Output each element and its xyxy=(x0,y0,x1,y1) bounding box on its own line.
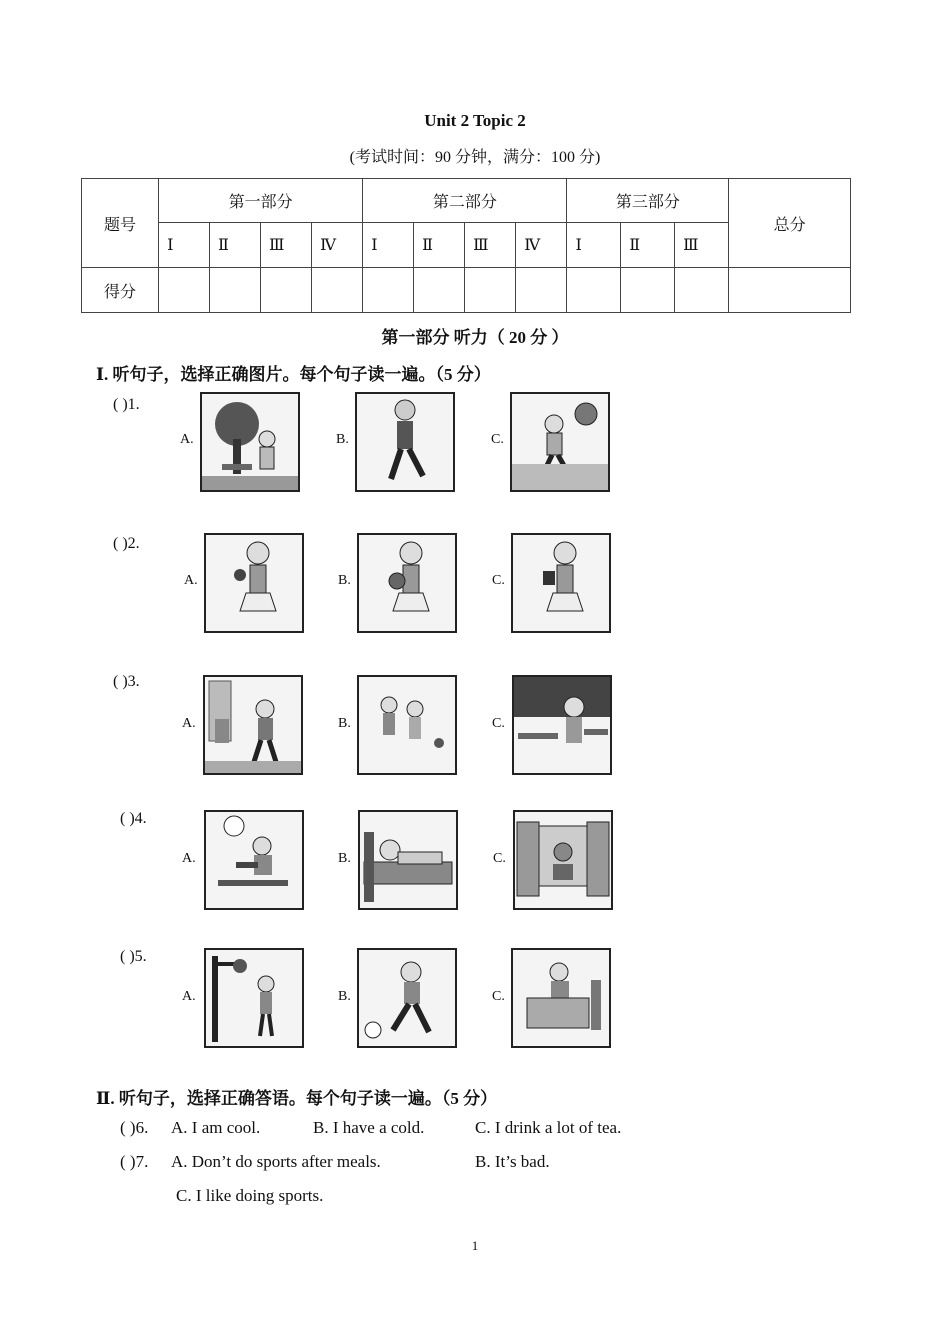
score-cell xyxy=(567,268,621,313)
part-3-header: 第三部分 xyxy=(567,179,729,223)
boy-writing-at-desk-icon[interactable] xyxy=(511,948,611,1048)
girl-holding-apple-icon[interactable] xyxy=(204,533,304,633)
total-header: 总分 xyxy=(729,179,851,268)
p2-sub-2: Ⅱ xyxy=(414,223,465,268)
q2-option-a-label: A. xyxy=(184,573,198,588)
question-3-number: ( )3. xyxy=(113,673,140,690)
question-7-option-a: A. Don’t do sports after meals. xyxy=(171,1152,381,1171)
p2-sub-4: Ⅳ xyxy=(516,223,567,268)
q5-option-a-label: A. xyxy=(182,989,196,1004)
question-7-option-c: C. I like doing sports. xyxy=(176,1186,324,1205)
score-cell xyxy=(729,268,851,313)
q4-option-a-label: A. xyxy=(182,851,196,866)
girl-holding-ball-icon[interactable] xyxy=(357,533,457,633)
q4-option-c-label: C. xyxy=(493,851,506,866)
boy-playing-football-icon[interactable] xyxy=(357,948,457,1048)
question-7-number: ( )7. xyxy=(120,1152,149,1171)
boy-playing-basketball-icon[interactable] xyxy=(204,948,304,1048)
page-number: 1 xyxy=(471,1238,479,1253)
score-cell xyxy=(363,268,414,313)
score-cell xyxy=(414,268,465,313)
score-table xyxy=(81,178,851,313)
row-label-score: 得分 xyxy=(82,268,159,313)
q5-option-b-label: B. xyxy=(338,989,351,1004)
score-cell xyxy=(621,268,675,313)
part-1-heading: Ⅰ. 听句子，选择正确图片。每个句子读一遍。（5 分） xyxy=(96,365,491,384)
part-1-header: 第一部分 xyxy=(159,179,363,223)
boy-walking-street-icon[interactable] xyxy=(203,675,303,775)
q1-option-a-label: A. xyxy=(180,432,194,447)
exam-info: (考试时间：90 分钟，满分：100 分) xyxy=(349,149,601,166)
girl-at-window-icon[interactable] xyxy=(513,810,613,910)
girl-lying-in-bed-icon[interactable] xyxy=(358,810,458,910)
q1-option-b-label: B. xyxy=(336,432,349,447)
boy-in-classroom-icon[interactable] xyxy=(512,675,612,775)
p1-sub-3: Ⅲ xyxy=(260,223,311,268)
score-cell xyxy=(159,268,210,313)
man-in-sun-icon[interactable] xyxy=(510,392,610,492)
section-1-heading: 第一部分 听力（ 20 分 ） xyxy=(381,328,569,347)
part-2-heading: Ⅱ. 听句子，选择正确答语。每个句子读一遍。（5 分） xyxy=(96,1089,498,1108)
q3-option-c-label: C. xyxy=(492,716,505,731)
score-cell xyxy=(260,268,311,313)
p1-sub-1: Ⅰ xyxy=(159,223,210,268)
q4-option-b-label: B. xyxy=(338,851,351,866)
p3-sub-2: Ⅱ xyxy=(621,223,675,268)
q1-option-c-label: C. xyxy=(491,432,504,447)
score-cell xyxy=(209,268,260,313)
q2-option-c-label: C. xyxy=(492,573,505,588)
old-man-running-icon[interactable] xyxy=(355,392,455,492)
row-label-question-number: 题号 xyxy=(82,179,159,268)
old-man-under-tree-icon[interactable] xyxy=(200,392,300,492)
score-cell xyxy=(465,268,516,313)
p2-sub-1: Ⅰ xyxy=(363,223,414,268)
p3-sub-1: Ⅰ xyxy=(567,223,621,268)
score-cell xyxy=(675,268,729,313)
question-5-number: ( )5. xyxy=(120,948,147,965)
p1-sub-4: Ⅳ xyxy=(312,223,363,268)
page-title: Unit 2 Topic 2 xyxy=(424,111,526,130)
score-cell xyxy=(312,268,363,313)
p1-sub-2: Ⅱ xyxy=(209,223,260,268)
boy-reading-in-sun-icon[interactable] xyxy=(204,810,304,910)
score-cell xyxy=(516,268,567,313)
boys-playing-icon[interactable] xyxy=(357,675,457,775)
question-6-option-a: A. I am cool. xyxy=(171,1118,261,1137)
q3-option-b-label: B. xyxy=(338,716,351,731)
question-2-number: ( )2. xyxy=(113,535,140,552)
p3-sub-3: Ⅲ xyxy=(675,223,729,268)
question-1-number: ( )1. xyxy=(113,396,140,413)
question-7-option-b: B. It’s bad. xyxy=(475,1152,550,1171)
q2-option-b-label: B. xyxy=(338,573,351,588)
q5-option-c-label: C. xyxy=(492,989,505,1004)
p2-sub-3: Ⅲ xyxy=(465,223,516,268)
question-6-option-b: B. I have a cold. xyxy=(313,1118,425,1137)
question-4-number: ( )4. xyxy=(120,810,147,827)
part-2-header: 第二部分 xyxy=(363,179,567,223)
question-6-option-c: C. I drink a lot of tea. xyxy=(475,1118,622,1137)
girl-holding-book-icon[interactable] xyxy=(511,533,611,633)
question-6-number: ( )6. xyxy=(120,1118,149,1137)
q3-option-a-label: A. xyxy=(182,716,196,731)
